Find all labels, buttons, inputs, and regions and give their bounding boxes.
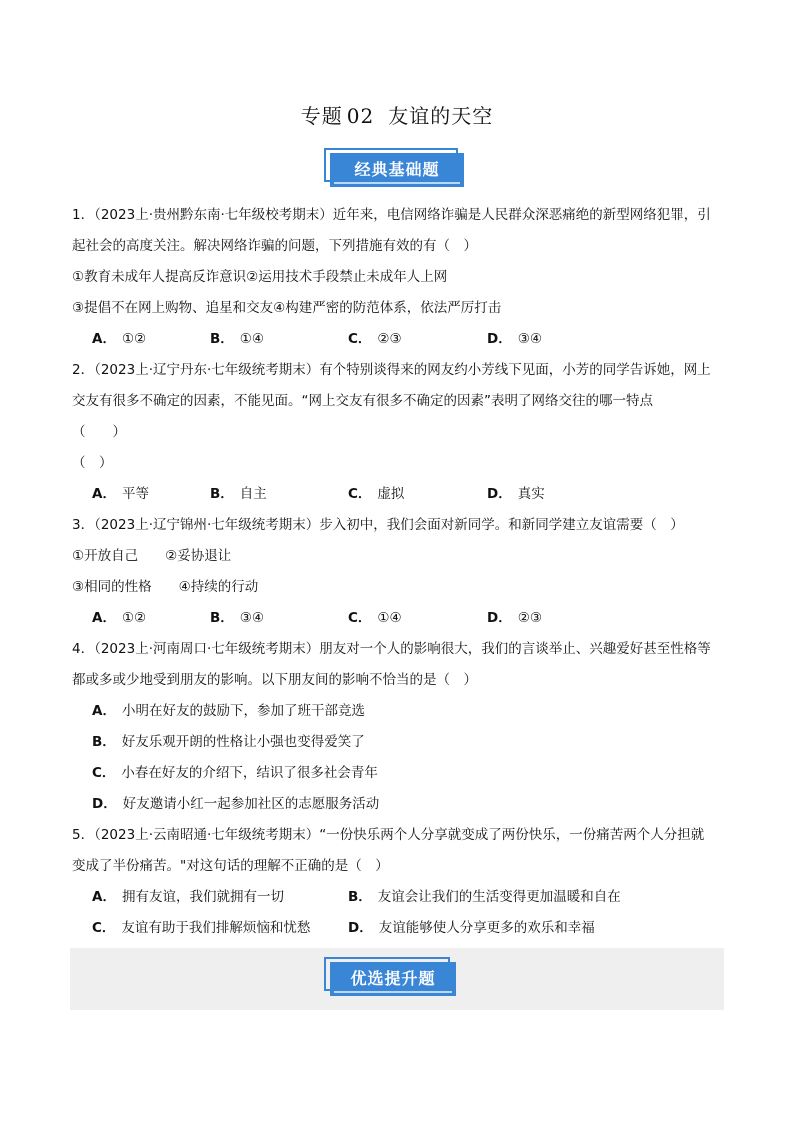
question-1-option-a[interactable]: A． ①②	[92, 331, 147, 347]
question-3-statement-2: ③相同的性格 ④持续的行动	[72, 579, 259, 595]
title-prefix: 专题	[300, 104, 343, 128]
question-3-option-a[interactable]: A． ①②	[92, 610, 147, 626]
question-4-option-c[interactable]: C． 小春在好友的介绍下，结识了很多社会青年	[92, 765, 378, 781]
question-5-line-2: 变成了半份痛苦。"对这句话的理解不正确的是（ ）	[72, 858, 389, 874]
question-2-option-b[interactable]: B． 自主	[210, 486, 267, 502]
section-banner-basic: 经典基础题	[330, 153, 464, 187]
question-3-line-1: 3．（2023上·辽宁锦州·七年级统考期末）步入初中，我们会面对新同学。和新同学建立友谊需要（ ）	[72, 517, 684, 533]
question-3-option-d[interactable]: D． ②③	[487, 610, 542, 626]
question-5-option-a[interactable]: A． 拥有友谊，我们就拥有一切	[92, 889, 284, 905]
question-3-option-c[interactable]: C． ①④	[348, 610, 402, 626]
question-1-statement-2: ③提倡不在网上购物、追星和交友④构建严密的防范体系，依法严厉打击	[72, 300, 502, 316]
question-4-option-a[interactable]: A． 小明在好友的鼓励下，参加了班干部竞选	[92, 703, 365, 719]
question-3-statement-1: ①开放自己 ②妥协退让	[72, 548, 232, 564]
section-banner-advanced: 优选提升题	[330, 962, 456, 996]
title-number: 02	[346, 104, 375, 128]
question-2-option-d[interactable]: D． 真实	[487, 486, 545, 502]
question-1-line-2: 起社会的高度关注。解决网络诈骗的问题，下列措施有效的有（ ）	[72, 238, 477, 254]
question-4-option-b[interactable]: B． 好友乐观开朗的性格让小强也变得爱笑了	[92, 734, 365, 750]
page-title	[0, 100, 794, 129]
question-2-option-c[interactable]: C． 虚拟	[348, 486, 405, 502]
question-5-line-1: 5．（2023上·云南昭通·七年级统考期末）“一份快乐两个人分享就变成了两份快乐，一份痛苦两个人分担就	[72, 827, 705, 843]
question-1-line-1: 1．（2023上·贵州黔东南·七年级校考期末）近年来，电信网络诈骗是人民群众深恶痛绝的新型网络犯罪，引	[72, 207, 711, 223]
question-2-line-1: 2．（2023上·辽宁丹东·七年级统考期末）有个特别谈得来的网友约小芳线下见面，小芳的同学告诉她，网上	[72, 362, 711, 378]
question-5-option-d[interactable]: D． 友谊能够使人分享更多的欢乐和幸福	[348, 920, 595, 936]
question-3-option-b[interactable]: B． ③④	[210, 610, 265, 626]
question-1-option-b[interactable]: B． ①④	[210, 331, 265, 347]
question-2-line-4: （ ）	[72, 455, 113, 471]
question-1-option-c[interactable]: C． ②③	[348, 331, 402, 347]
question-2-line-2: 交友有很多不确定的因素，不能见面。“网上交友有很多不确定的因素”表明了网络交往的哪一特点	[72, 393, 653, 409]
question-4-line-2: 都或多或少地受到朋友的影响。以下朋友间的影响不恰当的是（ ）	[72, 672, 477, 688]
question-5-option-c[interactable]: C． 友谊有助于我们排解烦恼和忧愁	[92, 920, 311, 936]
question-4-option-d[interactable]: D． 好友邀请小红一起参加社区的志愿服务活动	[92, 796, 380, 812]
question-2-option-a[interactable]: A． 平等	[92, 486, 149, 502]
question-5-option-b[interactable]: B． 友谊会让我们的生活变得更加温暖和自在	[348, 889, 621, 905]
question-1-statement-1: ①教育未成年人提高反诈意识②运用技术手段禁止未成年人上网	[72, 269, 448, 285]
question-2-line-3: （ ）	[72, 424, 126, 440]
title-topic: 友谊的天空	[388, 104, 494, 128]
question-1-option-d[interactable]: D． ③④	[487, 331, 542, 347]
question-4-line-1: 4．（2023上·河南周口·七年级统考期末）朋友对一个人的影响很大，我们的言谈举止、兴趣爱好甚至性格等	[72, 641, 711, 657]
